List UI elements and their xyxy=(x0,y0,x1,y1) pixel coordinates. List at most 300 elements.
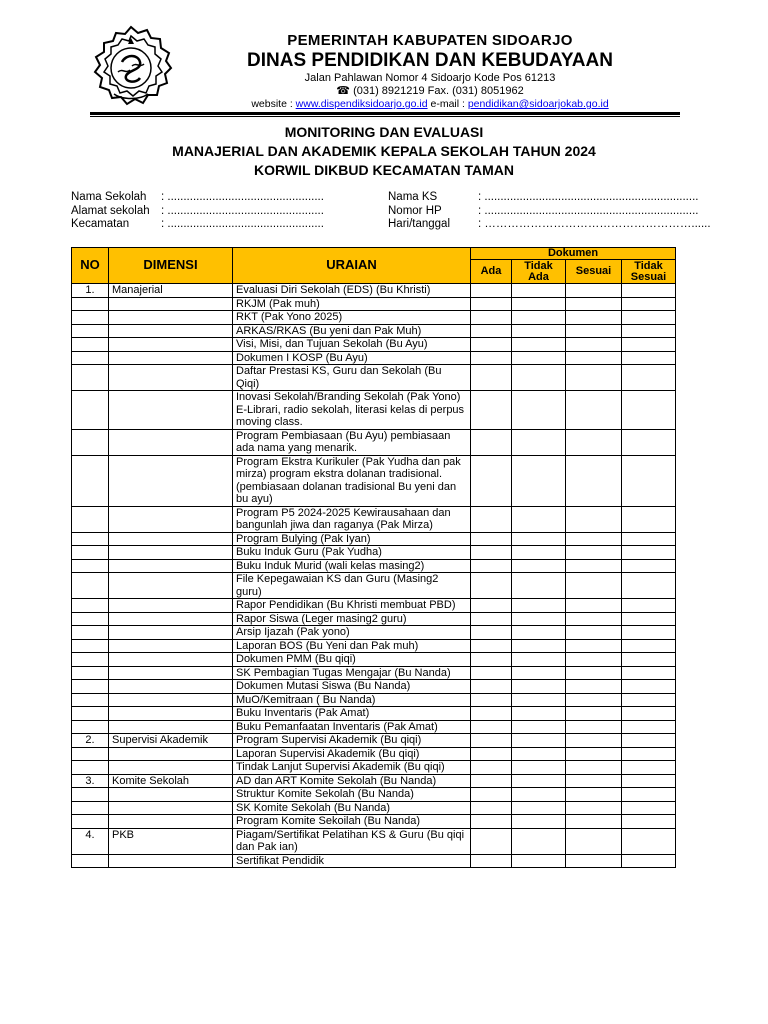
checkbox-ada[interactable] xyxy=(471,559,512,573)
checkbox-tidak-ada[interactable] xyxy=(512,666,566,680)
row-uraian: Program Ekstra Kurikuler (Pak Yudha dan pak mirza) program ekstra dolanan tradisional. (pembiasaan dolanan tradisional Bu yeni dan bu ayu) xyxy=(233,455,471,506)
row-dimensi: Manajerial xyxy=(109,284,233,298)
row-uraian: Dokumen I KOSP (Bu Ayu) xyxy=(233,351,471,365)
header-dokumen: Dokumen xyxy=(471,248,676,260)
checkbox-tidak-ada[interactable] xyxy=(512,707,566,721)
header-no: NO xyxy=(72,248,109,284)
table-row xyxy=(72,599,676,613)
checkbox-sesuai[interactable] xyxy=(566,639,622,653)
checkbox-tidak-sesuai[interactable] xyxy=(622,720,676,734)
table-row xyxy=(72,365,676,391)
row-dimensi xyxy=(109,351,233,365)
row-no xyxy=(72,391,109,430)
letterhead-agency: DINAS PENDIDIKAN DAN KEBUDAYAAN xyxy=(247,50,613,71)
row-dimensi xyxy=(109,639,233,653)
table-row xyxy=(72,693,676,707)
row-no xyxy=(72,338,109,352)
checkbox-tidak-sesuai[interactable] xyxy=(622,761,676,775)
row-uraian: SK Komite Sekolah (Bu Nanda) xyxy=(233,801,471,815)
checkbox-sesuai[interactable] xyxy=(566,297,622,311)
checkbox-ada[interactable] xyxy=(471,801,512,815)
row-dimensi xyxy=(109,559,233,573)
checkbox-tidak-sesuai[interactable] xyxy=(622,747,676,761)
checkbox-sesuai[interactable] xyxy=(566,559,622,573)
checkbox-ada[interactable] xyxy=(471,284,512,298)
row-uraian: Struktur Komite Sekolah (Bu Nanda) xyxy=(233,788,471,802)
checkbox-sesuai[interactable] xyxy=(566,666,622,680)
checkbox-sesuai[interactable] xyxy=(566,365,622,391)
checkbox-tidak-ada[interactable] xyxy=(512,828,566,854)
checkbox-tidak-ada[interactable] xyxy=(512,788,566,802)
row-no xyxy=(72,532,109,546)
row-uraian: RKT (Pak Yono 2025) xyxy=(233,311,471,325)
checkbox-tidak-sesuai[interactable] xyxy=(622,734,676,748)
checkbox-tidak-ada[interactable] xyxy=(512,324,566,338)
row-dimensi xyxy=(109,311,233,325)
row-dimensi xyxy=(109,429,233,455)
table-row xyxy=(72,815,676,829)
checkbox-tidak-sesuai[interactable] xyxy=(622,707,676,721)
telephone-icon: ☎ xyxy=(336,85,350,97)
letterhead-government: PEMERINTAH KABUPATEN SIDOARJO xyxy=(287,32,573,49)
row-dimensi xyxy=(109,573,233,599)
checkbox-ada[interactable] xyxy=(471,639,512,653)
row-dimensi xyxy=(109,747,233,761)
row-uraian: Daftar Prestasi KS, Guru dan Sekolah (Bu Qiqi) xyxy=(233,365,471,391)
row-dimensi xyxy=(109,801,233,815)
letterhead xyxy=(190,32,670,111)
row-no xyxy=(72,324,109,338)
checkbox-tidak-ada[interactable] xyxy=(512,639,566,653)
checkbox-tidak-ada[interactable] xyxy=(512,815,566,829)
row-uraian xyxy=(233,391,471,430)
row-dimensi xyxy=(109,653,233,667)
title-line-3: KORWIL DIKBUD KECAMATAN TAMAN xyxy=(253,162,514,178)
checkbox-ada[interactable] xyxy=(471,532,512,546)
row-dimensi xyxy=(109,680,233,694)
row-uraian: Laporan Supervisi Akademik (Bu qiqi) xyxy=(233,747,471,761)
table-body xyxy=(72,284,676,868)
checkbox-ada[interactable] xyxy=(471,455,512,506)
checkbox-ada[interactable] xyxy=(471,720,512,734)
row-uraian: Piagam/Sertifikat Pelatihan KS & Guru (Bu qiqi dan Pak ian) xyxy=(233,828,471,854)
row-uraian: Program P5 2024-2025 Kewirausahaan dan bangunlah jiwa dan raganya (Pak Mirza) xyxy=(233,506,471,532)
table-row xyxy=(72,546,676,560)
table-row xyxy=(72,626,676,640)
checkbox-tidak-sesuai[interactable] xyxy=(622,338,676,352)
checkbox-tidak-sesuai[interactable] xyxy=(622,626,676,640)
row-no xyxy=(72,626,109,640)
row-dimensi: PKB xyxy=(109,828,233,854)
checkbox-sesuai[interactable] xyxy=(566,532,622,546)
checkbox-sesuai[interactable] xyxy=(566,455,622,506)
letterhead-contacts xyxy=(190,98,670,111)
row-no xyxy=(72,788,109,802)
checkbox-tidak-sesuai[interactable] xyxy=(622,311,676,325)
checkbox-tidak-sesuai[interactable] xyxy=(622,297,676,311)
table-row xyxy=(72,639,676,653)
monitoring-table xyxy=(71,247,676,868)
title-line-2: MANAJERIAL DAN AKADEMIK KEPALA SEKOLAH TAHUN 2024 xyxy=(172,143,596,159)
row-no xyxy=(72,559,109,573)
row-no xyxy=(72,311,109,325)
checkbox-ada[interactable] xyxy=(471,707,512,721)
checkbox-ada[interactable] xyxy=(471,734,512,748)
table-row xyxy=(72,854,676,868)
row-uraian: Program Bulying (Pak Iyan) xyxy=(233,532,471,546)
checkbox-tidak-sesuai[interactable] xyxy=(622,455,676,506)
row-no xyxy=(72,761,109,775)
checkbox-tidak-sesuai[interactable] xyxy=(622,532,676,546)
row-uraian: AD dan ART Komite Sekolah (Bu Nanda) xyxy=(233,774,471,788)
checkbox-tidak-sesuai[interactable] xyxy=(622,391,676,430)
table-row xyxy=(72,707,676,721)
table-row xyxy=(72,828,676,854)
checkbox-tidak-sesuai[interactable] xyxy=(622,653,676,667)
checkbox-sesuai[interactable] xyxy=(566,774,622,788)
checkbox-tidak-ada[interactable] xyxy=(512,391,566,430)
email-label: e-mail : xyxy=(427,98,468,110)
checkbox-ada[interactable] xyxy=(471,680,512,694)
checkbox-sesuai[interactable] xyxy=(566,815,622,829)
table-row xyxy=(72,455,676,506)
hari-tanggal-field[interactable]: : ………………………………………………...... xyxy=(478,218,711,230)
letterhead-address: Jalan Pahlawan Nomor 4 Sidoarjo Kode Pos 61213 xyxy=(304,72,556,84)
row-uraian: Dokumen Mutasi Siswa (Bu Nanda) xyxy=(233,680,471,694)
checkbox-ada[interactable] xyxy=(471,391,512,430)
checkbox-tidak-sesuai[interactable] xyxy=(622,573,676,599)
row-dimensi xyxy=(109,297,233,311)
row-dimensi xyxy=(109,532,233,546)
checkbox-tidak-ada[interactable] xyxy=(512,311,566,325)
checkbox-tidak-sesuai[interactable] xyxy=(622,788,676,802)
row-no xyxy=(72,599,109,613)
nama-sekolah-field[interactable]: : ................................................. xyxy=(161,191,324,203)
table-row xyxy=(72,747,676,761)
checkbox-tidak-ada[interactable] xyxy=(512,854,566,868)
row-dimensi xyxy=(109,761,233,775)
checkbox-tidak-sesuai[interactable] xyxy=(622,365,676,391)
checkbox-ada[interactable] xyxy=(471,815,512,829)
checkbox-ada[interactable] xyxy=(471,311,512,325)
row-uraian: Program Pembiasaan (Bu Ayu) pembiasaan ada nama yang menarik. xyxy=(233,429,471,455)
nomor-hp-label: Nomor HP xyxy=(388,205,442,217)
row-no: 1. xyxy=(72,284,109,298)
header-tidak-ada: Tidak Ada xyxy=(512,260,566,284)
table-row xyxy=(72,324,676,338)
row-uraian: Program Komite Sekoilah (Bu Nanda) xyxy=(233,815,471,829)
checkbox-tidak-sesuai[interactable] xyxy=(622,801,676,815)
checkbox-tidak-ada[interactable] xyxy=(512,801,566,815)
checkbox-tidak-ada[interactable] xyxy=(512,297,566,311)
checkbox-tidak-ada[interactable] xyxy=(512,734,566,748)
row-dimensi xyxy=(109,546,233,560)
table-row xyxy=(72,666,676,680)
checkbox-ada[interactable] xyxy=(471,788,512,802)
letterhead-phone xyxy=(190,85,670,98)
row-dimensi xyxy=(109,788,233,802)
row-dimensi xyxy=(109,599,233,613)
checkbox-tidak-sesuai[interactable] xyxy=(622,546,676,560)
checkbox-tidak-ada[interactable] xyxy=(512,774,566,788)
checkbox-ada[interactable] xyxy=(471,612,512,626)
checkbox-tidak-ada[interactable] xyxy=(512,626,566,640)
checkbox-tidak-ada[interactable] xyxy=(512,429,566,455)
table-row xyxy=(72,761,676,775)
checkbox-tidak-sesuai[interactable] xyxy=(622,612,676,626)
checkbox-tidak-sesuai[interactable] xyxy=(622,828,676,854)
checkbox-tidak-ada[interactable] xyxy=(512,338,566,352)
checkbox-sesuai[interactable] xyxy=(566,854,622,868)
table-row xyxy=(72,391,676,430)
row-uraian: RKJM (Pak muh) xyxy=(233,297,471,311)
checkbox-sesuai[interactable] xyxy=(566,720,622,734)
row-no xyxy=(72,455,109,506)
table-row xyxy=(72,284,676,298)
checkbox-tidak-sesuai[interactable] xyxy=(622,815,676,829)
checkbox-sesuai[interactable] xyxy=(566,612,622,626)
checkbox-tidak-ada[interactable] xyxy=(512,573,566,599)
checkbox-sesuai[interactable] xyxy=(566,284,622,298)
checkbox-tidak-ada[interactable] xyxy=(512,546,566,560)
row-no xyxy=(72,720,109,734)
checkbox-ada[interactable] xyxy=(471,747,512,761)
row-uraian: Laporan BOS (Bu Yeni dan Pak muh) xyxy=(233,639,471,653)
checkbox-sesuai[interactable] xyxy=(566,747,622,761)
row-dimensi xyxy=(109,626,233,640)
header-sesuai: Sesuai xyxy=(566,260,622,284)
alamat-sekolah-field[interactable]: : ................................................. xyxy=(161,205,324,217)
row-no xyxy=(72,573,109,599)
table-row xyxy=(72,311,676,325)
row-no xyxy=(72,365,109,391)
checkbox-tidak-ada[interactable] xyxy=(512,653,566,667)
checkbox-tidak-sesuai[interactable] xyxy=(622,351,676,365)
table-row xyxy=(72,801,676,815)
row-no xyxy=(72,546,109,560)
phone-text: (031) 8921219 Fax. (031) 8051962 xyxy=(353,85,524,97)
row-dimensi xyxy=(109,720,233,734)
title-line-1: MONITORING DAN EVALUASI xyxy=(284,124,484,140)
checkbox-tidak-ada[interactable] xyxy=(512,284,566,298)
checkbox-ada[interactable] xyxy=(471,297,512,311)
row-no xyxy=(72,639,109,653)
nama-ks-label: Nama KS xyxy=(388,191,438,203)
checkbox-ada[interactable] xyxy=(471,573,512,599)
checkbox-ada[interactable] xyxy=(471,828,512,854)
checkbox-ada[interactable] xyxy=(471,351,512,365)
checkbox-tidak-ada[interactable] xyxy=(512,747,566,761)
letterhead-rule-thin xyxy=(90,116,680,117)
checkbox-ada[interactable] xyxy=(471,774,512,788)
checkbox-tidak-ada[interactable] xyxy=(512,532,566,546)
table-row xyxy=(72,774,676,788)
checkbox-sesuai[interactable] xyxy=(566,626,622,640)
row-uraian: Arsip Ijazah (Pak yono) xyxy=(233,626,471,640)
nama-sekolah-label: Nama Sekolah xyxy=(71,191,147,203)
checkbox-tidak-sesuai[interactable] xyxy=(622,506,676,532)
table-row xyxy=(72,297,676,311)
checkbox-tidak-sesuai[interactable] xyxy=(622,559,676,573)
alamat-sekolah-label: Alamat sekolah xyxy=(71,205,150,217)
row-uraian: ARKAS/RKAS (Bu yeni dan Pak Muh) xyxy=(233,324,471,338)
checkbox-sesuai[interactable] xyxy=(566,680,622,694)
checkbox-tidak-ada[interactable] xyxy=(512,506,566,532)
row-no xyxy=(72,506,109,532)
row-uraian: Buku Induk Murid (wali kelas masing2) xyxy=(233,559,471,573)
row-no xyxy=(72,351,109,365)
checkbox-sesuai[interactable] xyxy=(566,324,622,338)
row-dimensi xyxy=(109,815,233,829)
row-no xyxy=(72,693,109,707)
table-row xyxy=(72,506,676,532)
row-dimensi xyxy=(109,612,233,626)
row-no xyxy=(72,747,109,761)
checkbox-tidak-ada[interactable] xyxy=(512,599,566,613)
row-uraian: Evaluasi Diri Sekolah (EDS) (Bu Khristi) xyxy=(233,284,471,298)
website-label: website : xyxy=(251,98,296,110)
checkbox-sesuai[interactable] xyxy=(566,761,622,775)
checkbox-ada[interactable] xyxy=(471,429,512,455)
checkbox-tidak-sesuai[interactable] xyxy=(622,324,676,338)
checkbox-sesuai[interactable] xyxy=(566,338,622,352)
table-row xyxy=(72,788,676,802)
row-dimensi xyxy=(109,324,233,338)
checkbox-tidak-sesuai[interactable] xyxy=(622,429,676,455)
checkbox-tidak-ada[interactable] xyxy=(512,365,566,391)
header-ada: Ada xyxy=(471,260,512,284)
checkbox-sesuai[interactable] xyxy=(566,801,622,815)
row-dimensi xyxy=(109,506,233,532)
checkbox-tidak-sesuai[interactable] xyxy=(622,693,676,707)
table-row xyxy=(72,734,676,748)
row-no xyxy=(72,801,109,815)
checkbox-tidak-sesuai[interactable] xyxy=(622,854,676,868)
checkbox-sesuai[interactable] xyxy=(566,734,622,748)
checkbox-ada[interactable] xyxy=(471,626,512,640)
header-dimensi: DIMENSI xyxy=(109,248,233,284)
row-no xyxy=(72,429,109,455)
row-dimensi xyxy=(109,666,233,680)
checkbox-tidak-ada[interactable] xyxy=(512,559,566,573)
row-dimensi xyxy=(109,455,233,506)
checkbox-sesuai[interactable] xyxy=(566,573,622,599)
header-tidak-sesuai: Tidak Sesuai xyxy=(622,260,676,284)
row-no xyxy=(72,680,109,694)
checkbox-tidak-sesuai[interactable] xyxy=(622,680,676,694)
row-no xyxy=(72,707,109,721)
checkbox-tidak-ada[interactable] xyxy=(512,680,566,694)
checkbox-ada[interactable] xyxy=(471,653,512,667)
row-uraian: Rapor Pendidikan (Bu Khristi membuat PBD) xyxy=(233,599,471,613)
row-uraian: SK Pembagian Tugas Mengajar (Bu Nanda) xyxy=(233,666,471,680)
table-row xyxy=(72,532,676,546)
checkbox-ada[interactable] xyxy=(471,506,512,532)
kecamatan-field[interactable]: : ................................................. xyxy=(161,218,324,230)
checkbox-sesuai[interactable] xyxy=(566,351,622,365)
checkbox-ada[interactable] xyxy=(471,761,512,775)
row-uraian-text: Inovasi Sekolah/Branding Sekolah (Pak Yono) E-Librari, radio sekolah, literasi kelas di perpus moving class. xyxy=(236,391,465,428)
checkbox-sesuai[interactable] xyxy=(566,429,622,455)
row-no xyxy=(72,612,109,626)
row-uraian: Buku Inventaris (Pak Amat) xyxy=(233,707,471,721)
row-uraian: Sertifikat Pendidik xyxy=(233,854,471,868)
website-link[interactable]: www.dispendiksidoarjo.go.id xyxy=(295,98,428,110)
row-no: 4. xyxy=(72,828,109,854)
row-dimensi xyxy=(109,365,233,391)
checkbox-ada[interactable] xyxy=(471,546,512,560)
checkbox-tidak-sesuai[interactable] xyxy=(622,639,676,653)
checkbox-tidak-sesuai[interactable] xyxy=(622,666,676,680)
checkbox-sesuai[interactable] xyxy=(566,788,622,802)
row-no xyxy=(72,666,109,680)
table-row xyxy=(72,559,676,573)
checkbox-sesuai[interactable] xyxy=(566,546,622,560)
table-row xyxy=(72,653,676,667)
email-link[interactable]: pendidikan@sidoarjokab.go.id xyxy=(467,98,609,110)
row-uraian: Program Supervisi Akademik (Bu qiqi) xyxy=(233,734,471,748)
checkbox-tidak-sesuai[interactable] xyxy=(622,599,676,613)
table-row xyxy=(72,680,676,694)
checkbox-sesuai[interactable] xyxy=(566,693,622,707)
checkbox-ada[interactable] xyxy=(471,324,512,338)
row-uraian: MuO/Kemitraan ( Bu Nanda) xyxy=(233,693,471,707)
row-no: 3. xyxy=(72,774,109,788)
checkbox-sesuai[interactable] xyxy=(566,391,622,430)
checkbox-ada[interactable] xyxy=(471,666,512,680)
row-no xyxy=(72,854,109,868)
row-dimensi: Supervisi Akademik xyxy=(109,734,233,748)
checkbox-tidak-ada[interactable] xyxy=(512,693,566,707)
row-no xyxy=(72,653,109,667)
header-uraian: URAIAN xyxy=(233,248,471,284)
row-dimensi xyxy=(109,391,233,430)
sidoarjo-seal-logo xyxy=(88,24,174,110)
checkbox-sesuai[interactable] xyxy=(566,828,622,854)
document-title xyxy=(0,123,768,180)
checkbox-ada[interactable] xyxy=(471,854,512,868)
checkbox-ada[interactable] xyxy=(471,338,512,352)
row-dimensi: Komite Sekolah xyxy=(109,774,233,788)
checkbox-tidak-sesuai[interactable] xyxy=(622,774,676,788)
checkbox-sesuai[interactable] xyxy=(566,707,622,721)
checkbox-tidak-ada[interactable] xyxy=(512,455,566,506)
kecamatan-label: Kecamatan xyxy=(71,218,130,230)
row-uraian: Buku Pemanfaatan Inventaris (Pak Amat) xyxy=(233,720,471,734)
checkbox-tidak-ada[interactable] xyxy=(512,612,566,626)
checkbox-sesuai[interactable] xyxy=(566,506,622,532)
checkbox-sesuai[interactable] xyxy=(566,653,622,667)
row-uraian: Visi, Misi, dan Tujuan Sekolah (Bu Ayu) xyxy=(233,338,471,352)
checkbox-tidak-ada[interactable] xyxy=(512,761,566,775)
checkbox-tidak-sesuai[interactable] xyxy=(622,284,676,298)
row-no: 2. xyxy=(72,734,109,748)
nama-ks-field[interactable]: : ................................................................... xyxy=(478,191,699,203)
row-uraian: Tindak Lanjut Supervisi Akademik (Bu qiqi) xyxy=(233,761,471,775)
checkbox-sesuai[interactable] xyxy=(566,311,622,325)
table-row xyxy=(72,338,676,352)
row-uraian: Dokumen PMM (Bu qiqi) xyxy=(233,653,471,667)
nomor-hp-field[interactable]: : ................................................................... xyxy=(478,205,699,217)
checkbox-tidak-ada[interactable] xyxy=(512,720,566,734)
checkbox-ada[interactable] xyxy=(471,365,512,391)
checkbox-ada[interactable] xyxy=(471,599,512,613)
checkbox-sesuai[interactable] xyxy=(566,599,622,613)
checkbox-ada[interactable] xyxy=(471,693,512,707)
row-no xyxy=(72,297,109,311)
row-uraian: Buku Induk Guru (Pak Yudha) xyxy=(233,546,471,560)
checkbox-tidak-ada[interactable] xyxy=(512,351,566,365)
